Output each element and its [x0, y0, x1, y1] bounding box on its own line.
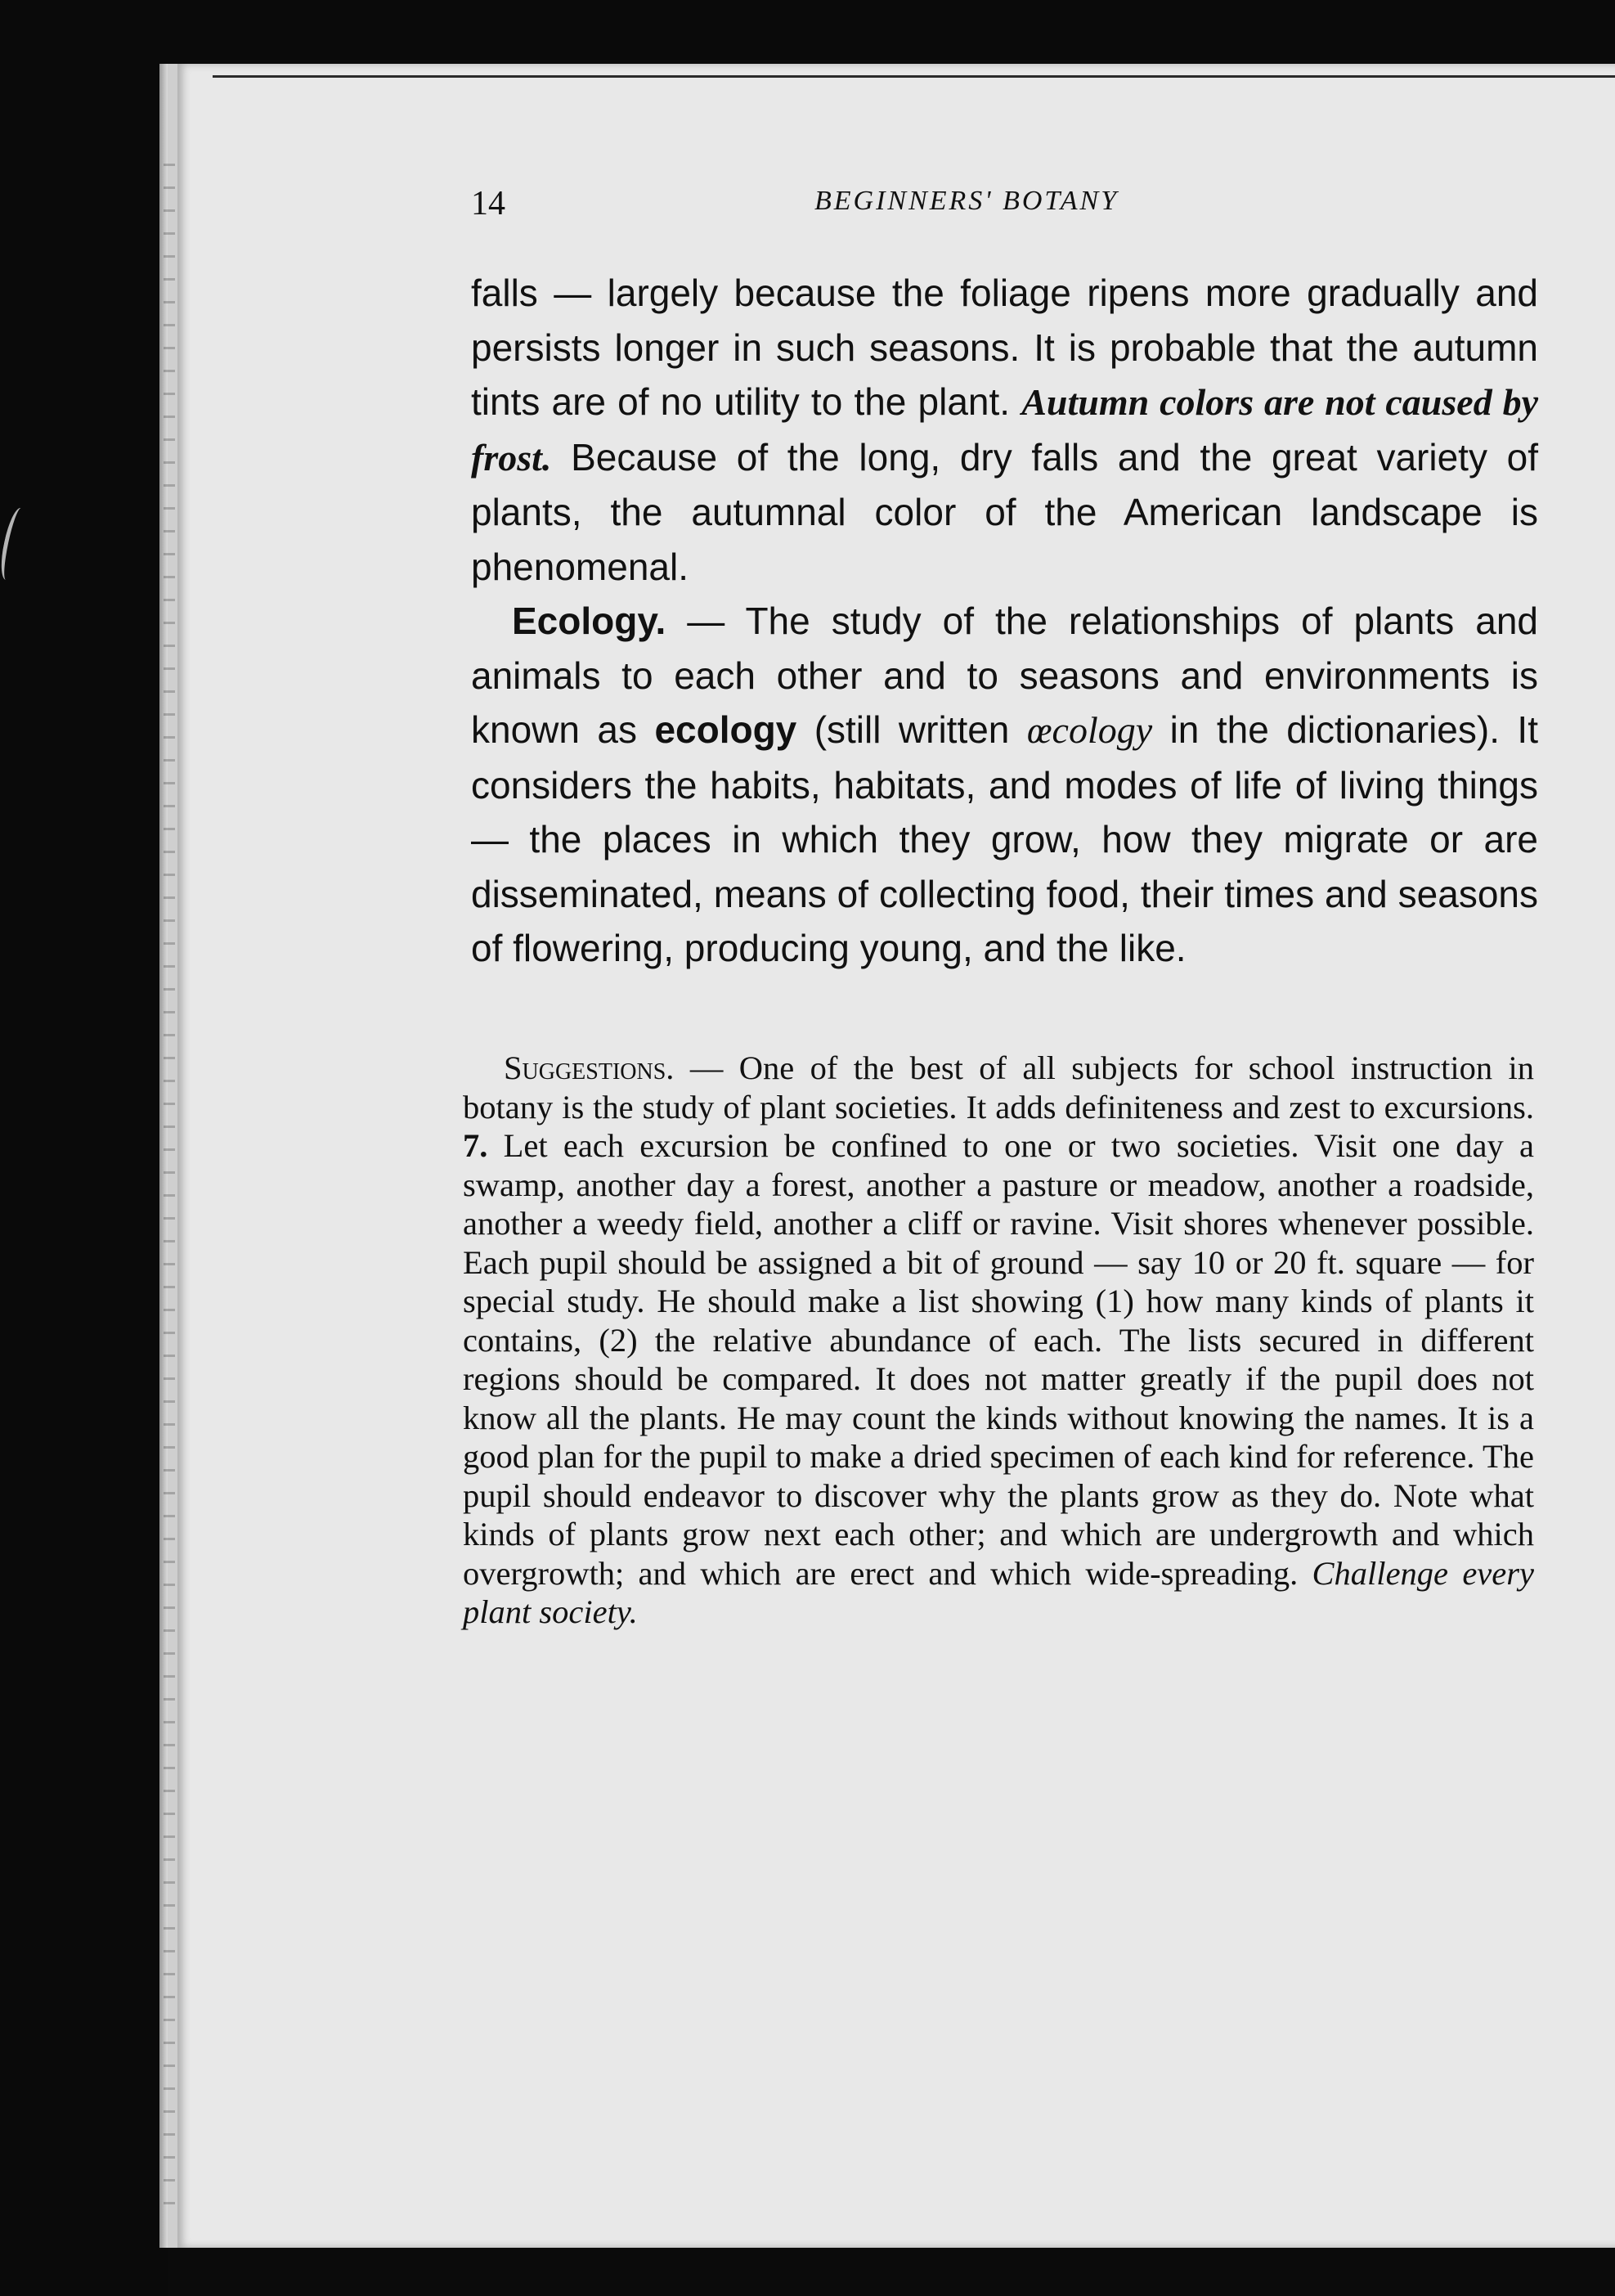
section-heading-ecology: Ecology.	[512, 600, 666, 642]
paragraph-text: (still written	[796, 708, 1027, 751]
suggestions-label: Suggestions.	[504, 1049, 675, 1086]
paragraph-text: falls — largely because the foliage ripens more gradually and persists longer in such seasons. It is probable that the autumn tints are of no utility to the plant.	[471, 272, 1538, 423]
page-number: 14	[471, 185, 505, 222]
suggestion-number: 7.	[463, 1127, 488, 1164]
suggestions-italic: Challenge every plant society.	[463, 1554, 1534, 1630]
paragraph-ecology	[471, 594, 1538, 976]
paragraph-text: Because of the long, dry falls and the great variety of plants, the autumnal color of the American landscape is phenomenal.	[471, 435, 1538, 588]
main-text	[471, 266, 1538, 976]
running-head: BEGINNERS' BOTANY	[814, 186, 1119, 216]
page-header	[471, 184, 1538, 233]
term-oecology: œcology	[1026, 709, 1153, 751]
suggestions-block	[463, 1049, 1534, 1632]
suggestions-paragraph	[463, 1049, 1534, 1632]
paragraph-text: in the dictionaries). It considers the habits, habitats, and modes of life of living things — the places in which they grow, how they migrate or are disseminated, means of collecting food, their times and seasons of flowering, producing young, and the like.	[471, 708, 1538, 969]
suggestions-text: Let each excursion be confined to one or two societies. Visit one day a swamp, another day a forest, another a pasture or meadow, another a roadside, another a weedy field, another a cliff or ravine. Visit shores whenever possible. Each pupil should be assigned a bit of ground — say 10 or 20 ft. square — for special study. He should make a list showing (1) how many kinds of plants it contains, (2) the relative abundance of each. The lists secured in different regions should be compared. It does not matter greatly if the pupil does not know all the plants. He may count the kinds without knowing the names. It is a good plan for the pupil to make a dried specimen of each kind for reference. The pupil should endeavor to discover why the plants grow as they do. Note what kinds of plants grow next each other; and which are undergrowth and which overgrowth; and which are erect and which wide-spreading.	[463, 1127, 1534, 1592]
term-ecology: ecology	[654, 708, 797, 751]
top-edge-line	[213, 75, 1615, 78]
paragraph-text: — The study of the relationships of plants and animals to each other and to seasons and environments is known as	[471, 600, 1538, 751]
gutter-marks	[164, 164, 175, 2208]
bottom-shadow	[168, 2248, 1615, 2296]
suggestions-text: — One of the best of all subjects for school instruction in botany is the study of plant societies. It adds definiteness and zest to excursions.	[463, 1049, 1534, 1126]
italic-emphasis: Autumn colors are not caused by frost.	[471, 381, 1538, 479]
paragraph-autumn-colors	[471, 266, 1538, 594]
